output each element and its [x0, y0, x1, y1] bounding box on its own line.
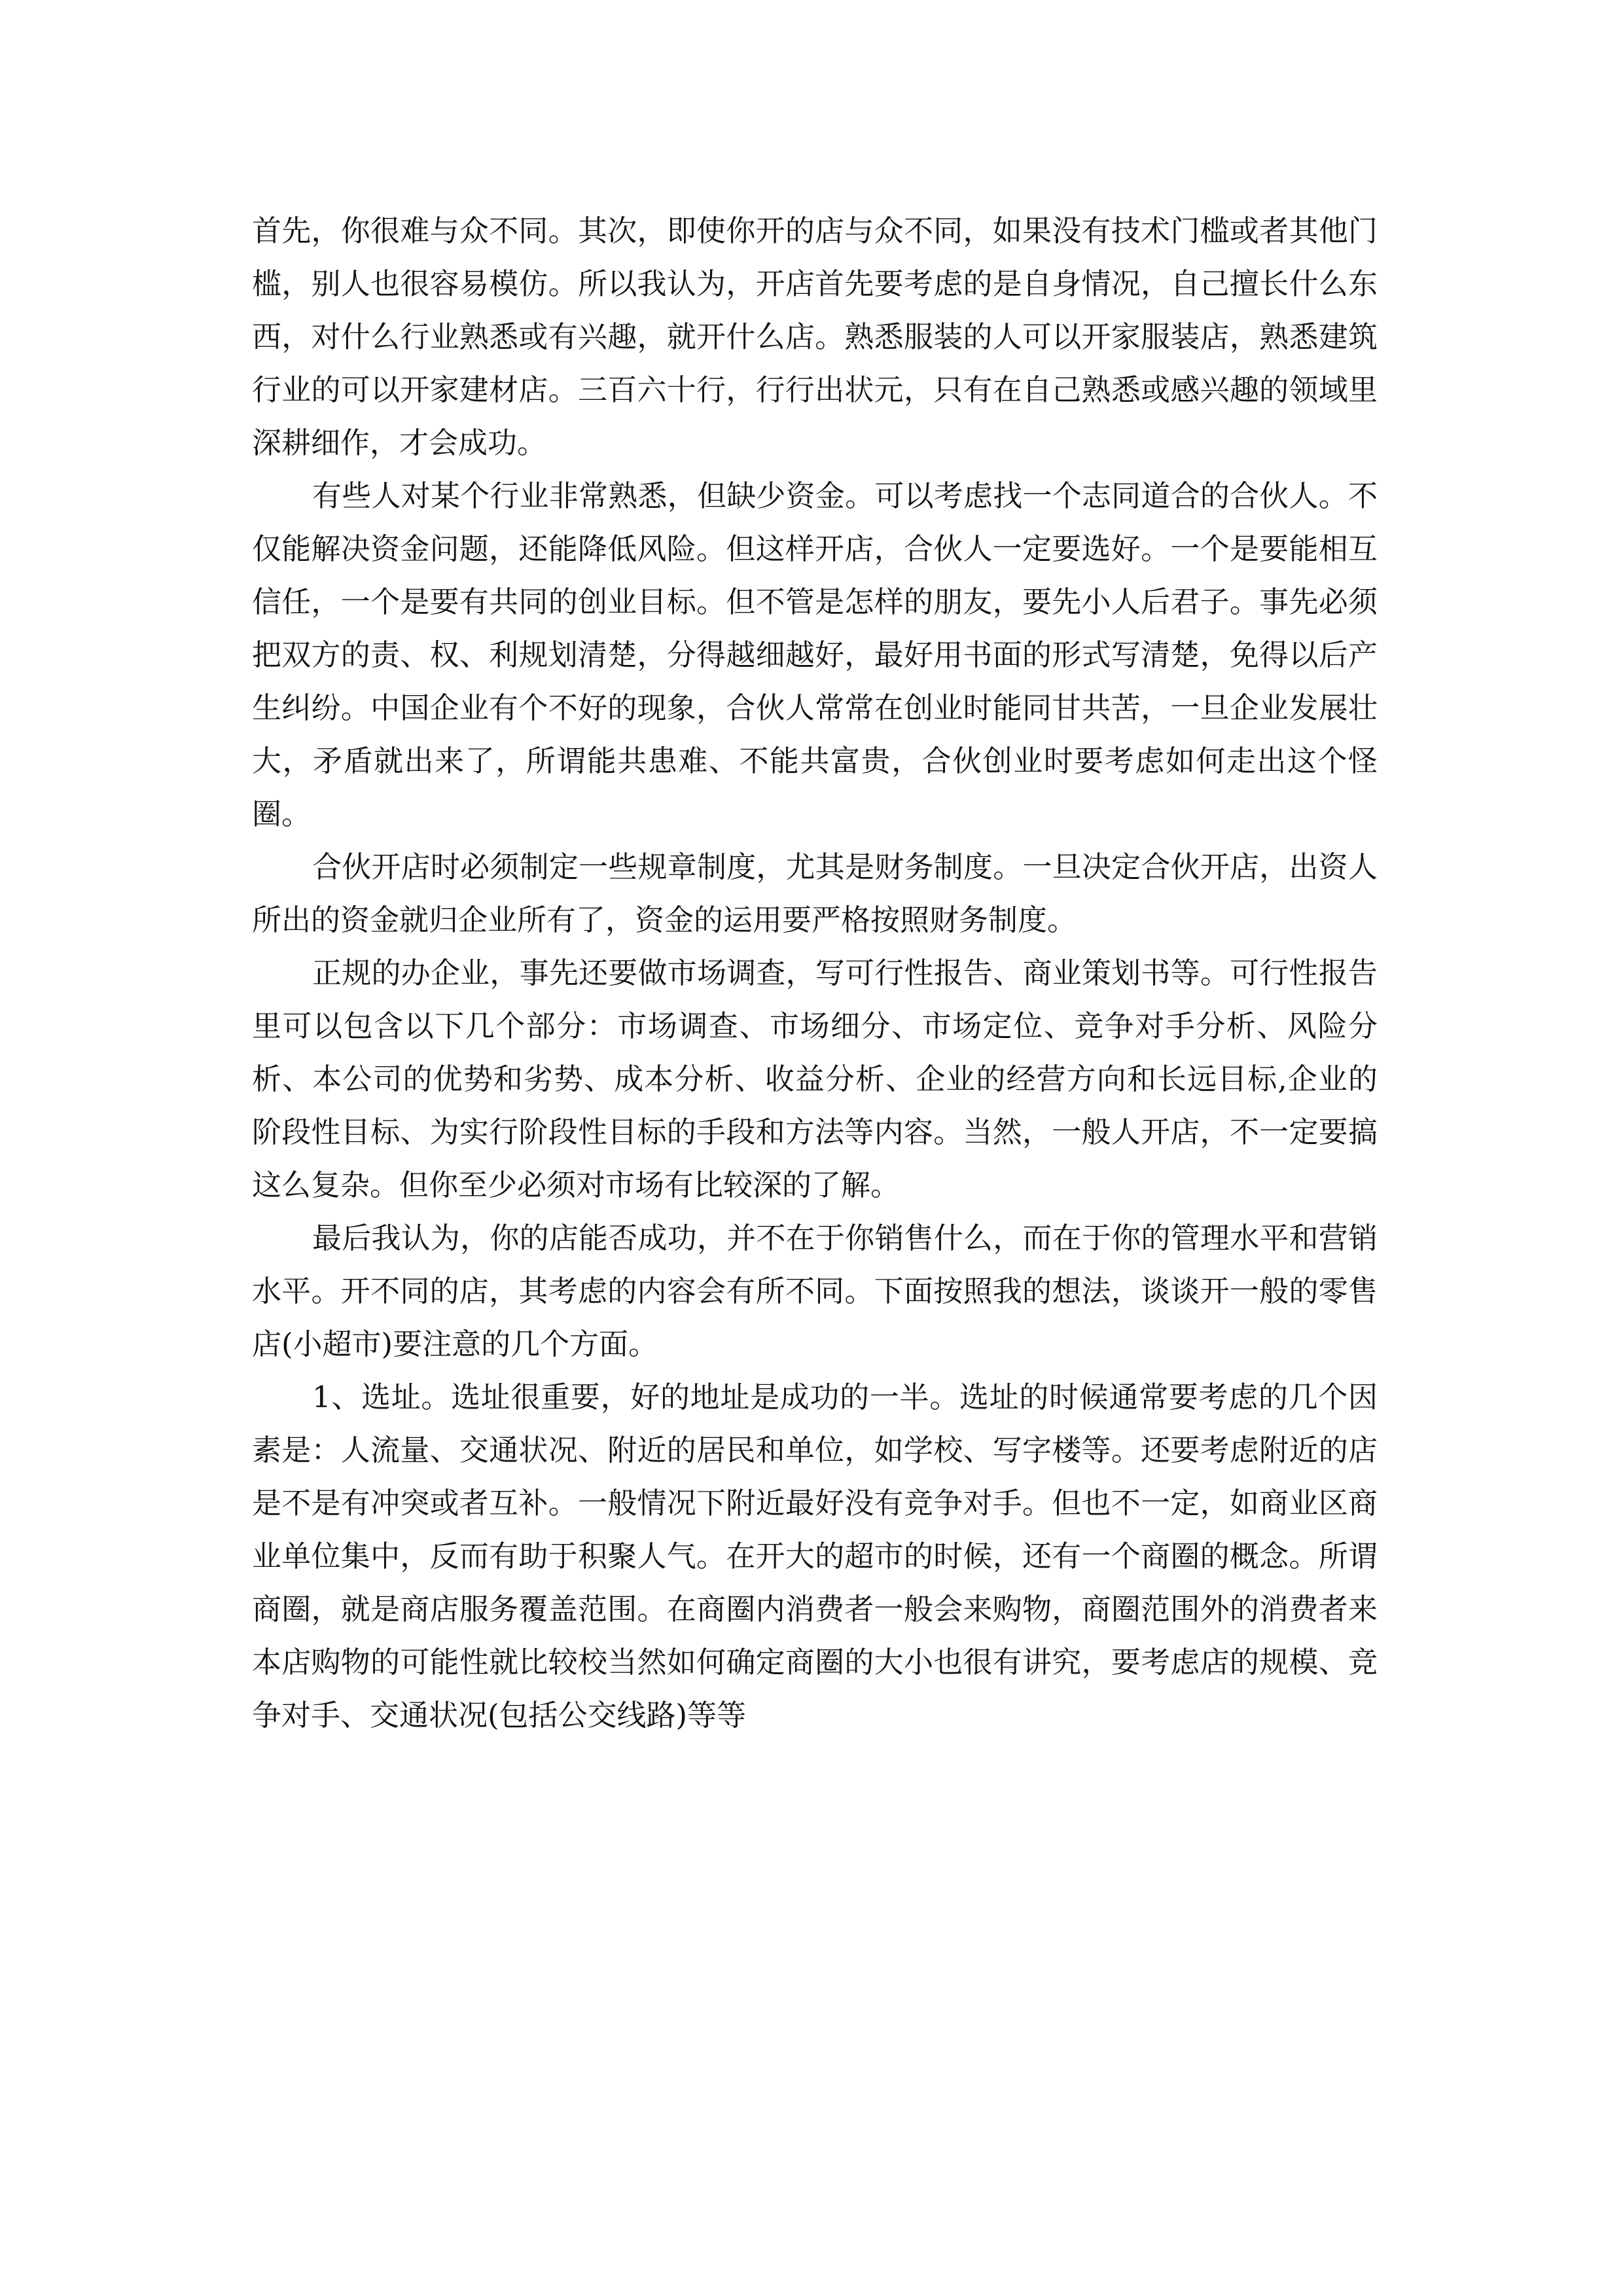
paragraph: 有些人对某个行业非常熟悉，但缺少资金。可以考虑找一个志同道合的合伙人。不仅能解决资金问题，还能降低风险。但这样开店，合伙人一定要选好。一个是要能相互信任，一个是要有共同的创业目标。但不管是怎样的朋友，要先小人后君子。事先必须把双方的责、权、利规划清楚，分得越细越好，最好用书面的形式写清楚，免得以后产生纠纷。中国企业有个不好的现象，合伙人常常在创业时能同甘共苦，一旦企业发展壮大，矛盾就出来了，所谓能共患难、不能共富贵，合伙创业时要考虑如何走出这个怪圈。: [252, 478, 1378, 831]
document-body: [252, 204, 1378, 1742]
paragraph: 首先，你很难与众不同。其次，即使你开的店与众不同，如果没有技术门槛或者其他门槛，别人也很容易模仿。所以我认为，开店首先要考虑的是自身情况，自己擅长什么东西，对什么行业熟悉或有兴趣，就开什么店。熟悉服装的人可以开家服装店，熟悉建筑行业的可以开家建材店。三百六十行，行行出状元，只有在自己熟悉或感兴趣的领域里深耕细作，才会成功。: [252, 213, 1378, 460]
paragraph: 合伙开店时必须制定一些规章制度，尤其是财务制度。一旦决定合伙开店，出资人所出的资金就归企业所有了，资金的运用要严格按照财务制度。: [252, 850, 1378, 937]
paragraph: 最后我认为，你的店能否成功，并不在于你销售什么，而在于你的管理水平和营销水平。开不同的店，其考虑的内容会有所不同。下面按照我的想法，谈谈开一般的零售店(小超市)要注意的几个方面。: [252, 1221, 1378, 1361]
paragraph: 正规的办企业，事先还要做市场调查，写可行性报告、商业策划书等。可行性报告里可以包含以下几个部分：市场调查、市场细分、市场定位、竞争对手分析、风险分析、本公司的优势和劣势、成本分析、收益分析、企业的经营方向和长远目标,企业的阶段性目标、为实行阶段性目标的手段和方法等内容。当然，一般人开店，不一定要搞这么复杂。但你至少必须对市场有比较深的了解。: [252, 956, 1378, 1202]
paragraph: 1、选址。选址很重要，好的地址是成功的一半。选址的时候通常要考虑的几个因素是：人流量、交通状况、附近的居民和单位，如学校、写字楼等。还要考虑附近的店是不是有冲突或者互补。一般情况下附近最好没有竞争对手。但也不一定，如商业区商业单位集中，反而有助于积聚人气。在开大的超市的时候，还有一个商圈的概念。所谓商圈，就是商店服务覆盖范围。在商圈内消费者一般会来购物，商圈范围外的消费者来本店购物的可能性就比较校当然如何确定商圈的大小也很有讲究，要考虑店的规模、竞争对手、交通状况(包括公交线路)等等: [252, 1380, 1378, 1732]
